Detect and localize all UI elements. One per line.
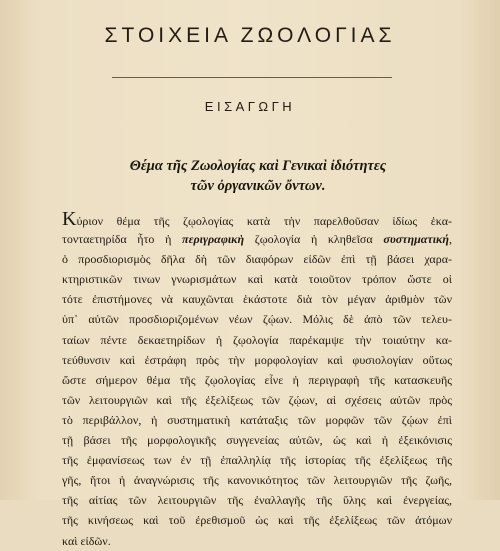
chapter-heading xyxy=(58,156,458,196)
heading-line-1: Θέμα τῆς Ζωολογίας καὶ Γενικαὶ ἰδιότητες xyxy=(129,158,387,174)
body-line-2-a: τονταετηρίδα ἦτο ἡ xyxy=(62,232,183,247)
body-text xyxy=(62,209,452,551)
body-line: τῆς αἰτίας τῶν λειτουργιῶν τῆς ἐναλλαγῆς τῆς ὕλης καὶ ἐνεργείας, xyxy=(62,493,452,508)
body-line: γῆς, ἤτοι ἡ ἀναγνώρισις τῆς κανονικότητος τῶν λειτουργιῶν τῆς ζωῆς, xyxy=(62,473,452,488)
body-line: τῇ βάσει τῆς μορφολογικῆς συγγενείας αὐτῶν, ὡς καὶ ἡ ἐξεικόνισις xyxy=(62,433,452,448)
term-descriptive: περιγραφικὴ xyxy=(182,232,245,247)
body-line: τῆς ἐμφανίσεως των ἐν τῇ ἐπαλληλίᾳ τῆς ἱστορίας τῆς ἐξελίξεως τῆς xyxy=(62,453,452,468)
drop-cap: Κ xyxy=(62,208,77,230)
heading-line-2: τῶν ὀργανικῶν ὄντων. xyxy=(190,178,326,194)
body-line: ὥστε σήμερον θέμα τῆς ζῳολογίας εἶνε ἡ περιγραφὴ τῆς κατασκευῆς xyxy=(62,372,452,387)
book-title: ΣΤΟΙΧΕΙΑ ΖΩΟΛΟΓΙΑΣ xyxy=(104,24,396,47)
body-line-2-b: ζῳολογία ἡ κληθεῖσα xyxy=(244,232,384,247)
body-line: κτηριστικῶν τινων γνωρισμάτων καὶ κατὰ τοιοῦτον τρόπον ὥστε οἱ xyxy=(62,272,452,287)
body-line: ὁ προσδιορισμὸς δῆλα δὴ τῶν διαφόρων εἰδῶν ἐπὶ τῇ βάσει χαρα- xyxy=(62,252,452,267)
body-line: τὸ περιβάλλον, ἡ συστηματικὴ κατάταξις τῶν μορφῶν τῶν ζῴων ἐπὶ xyxy=(62,412,452,427)
title-divider xyxy=(112,77,392,78)
body-line: τεύθυνσιν καὶ ἐστράφη πρὸς τὴν μορφολογίαν καὶ φυσιολογίαν οὕτως xyxy=(62,352,452,367)
body-line: τῆς κινήσεως καὶ τοῦ ἐρεθισμοῦ ὡς καὶ τῆς ἐξελίξεως τῶν ἀτόμων xyxy=(62,513,452,528)
body-line-2-c: , xyxy=(449,232,453,247)
body-line-1 xyxy=(62,209,452,229)
body-line-2 xyxy=(62,229,452,249)
body-line: ταίων πέντε δεκαετηρίδων ἡ ζῳολογία παρέκαμψε τὴν τοιαύτην κα- xyxy=(62,332,452,347)
body-line-1-text: ύριον θέμα τῆς ζῳολογίας κατὰ τὴν παρελθοῦσαν ἰδίως ἑκα- xyxy=(76,214,452,228)
body-line: τῶν λειτουργιῶν καὶ τῆς ἐξελίξεως τῶν ζῴων, αἱ σχέσεις αὐτῶν πρὸς xyxy=(62,392,452,407)
body-line: ὑπ᾽ αὐτῶν προσδιοριζομένων νέων ζῴων. Μόλις δὲ ἀπὸ τῶν τελευ- xyxy=(62,312,452,327)
body-line: τότε ἐπιστήμονες νὰ καυχῶνται ἑκάστοτε διὰ τὸν μέγαν ἀριθμὸν τῶν xyxy=(62,292,452,307)
term-systematic: συστηματική xyxy=(383,232,450,247)
body-line: καὶ εἰδῶν. xyxy=(62,533,111,548)
section-title: ΕΙΣΑΓΩΓΗ xyxy=(204,99,296,114)
